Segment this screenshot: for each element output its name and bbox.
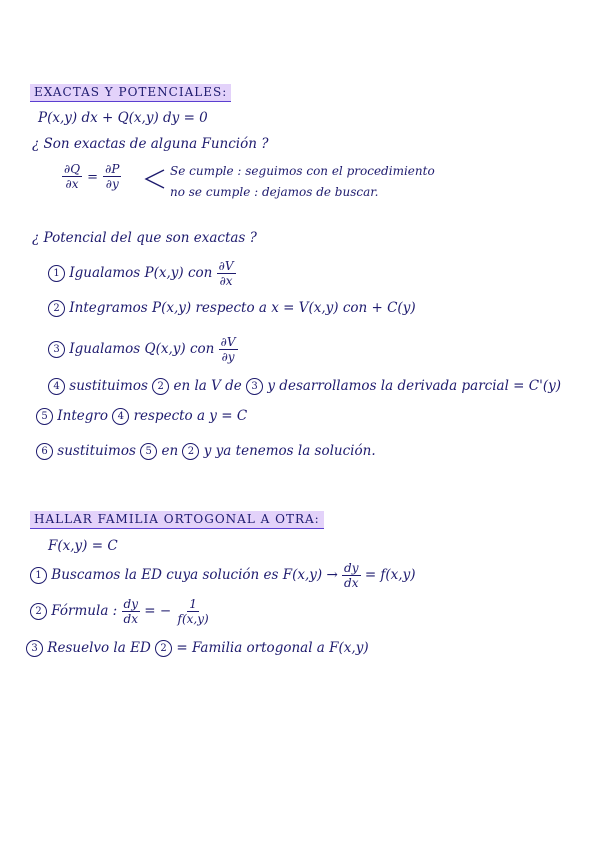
exactness-condition [62,163,121,190]
step-text: en [161,443,179,459]
step-number: 2 [48,300,65,317]
question-exact: ¿ Son exactas de alguna Función ? [32,136,269,152]
step-text: sustituimos [69,378,148,394]
step-3 [48,336,238,363]
step-text: Integramos P(x,y) respecto a x = V(x,y) con + C(y) [69,300,416,316]
step-number: 3 [48,341,65,358]
fraction-one-over-f [176,598,211,625]
branch-bracket-icon [142,166,168,192]
step-reference: 5 [140,443,157,460]
step-text: Igualamos Q(x,y) con [69,341,215,357]
step-text: y desarrollamos la derivada parcial = C'(y) [267,378,561,394]
step-reference: 4 [112,408,129,425]
ortho-step-1 [30,562,415,589]
step-4 [48,378,561,395]
branch-no: no se cumple : dejamos de buscar. [170,185,379,199]
ortho-step-3 [26,640,369,657]
ortho-step-2 [30,598,211,625]
step-reference: 2 [155,640,172,657]
step-text: y ya tenemos la solución. [203,443,376,459]
step-text: = f(x,y) [364,567,416,583]
family-equation: F(x,y) = C [48,538,118,554]
step-number: 3 [26,640,43,657]
fraction-dy-dx [122,598,140,625]
step-text: en la V de [173,378,242,394]
step-1 [48,260,236,287]
frac-den: f(x,y) [177,612,209,626]
step-text: Fórmula : [51,603,118,619]
step-text: Integro [57,408,108,424]
frac-den: ∂y [221,350,235,364]
step-number: 1 [48,265,65,282]
step-reference: 2 [182,443,199,460]
section-title-exactas: EXACTAS Y POTENCIALES: [30,84,231,102]
step-number: 2 [30,603,47,620]
frac-den: ∂x [219,274,233,288]
step-text: Igualamos P(x,y) con [69,265,213,281]
step-text: = Familia ortogonal a F(x,y) [176,640,369,656]
equals-sign: = [87,170,99,185]
step-text: respecto a y = C [133,408,248,424]
frac-num: ∂V [220,335,236,349]
step-number: 5 [36,408,53,425]
step-number: 4 [48,378,65,395]
frac-num: 1 [189,597,197,611]
step-6 [36,443,376,460]
step-reference: 2 [152,378,169,395]
frac-num: ∂V [218,259,234,273]
step-number: 6 [36,443,53,460]
step-5 [36,408,247,425]
frac-den: ∂x [65,177,79,191]
frac-num: ∂P [105,162,120,176]
frac-den: dx [123,612,138,626]
frac-den: dx [344,576,359,590]
step-text: Buscamos la ED cuya solución es F(x,y) → [51,567,338,583]
fraction-dv-dx [217,260,236,287]
step-text: = − [144,603,172,619]
step-number: 1 [30,567,47,584]
step-2 [48,300,416,317]
branch-yes: Se cumple : seguimos con el procedimiento [170,164,435,178]
fraction-dy-dx [342,562,360,589]
differential-equation: P(x,y) dx + Q(x,y) dy = 0 [38,110,208,126]
section-title-ortogonal: HALLAR FAMILIA ORTOGONAL A OTRA: [30,511,324,529]
frac-den: ∂y [105,177,119,191]
frac-num: dy [344,561,359,575]
fraction-dv-dy [219,336,238,363]
step-text: sustituimos [57,443,136,459]
step-text: Resuelvo la ED [47,640,151,656]
frac-num: dy [123,597,138,611]
fraction-dq-dx [62,163,82,190]
frac-num: ∂Q [64,162,81,176]
question-potential: ¿ Potencial del que son exactas ? [32,230,257,246]
step-reference: 3 [246,378,263,395]
fraction-dp-dy [103,163,121,190]
